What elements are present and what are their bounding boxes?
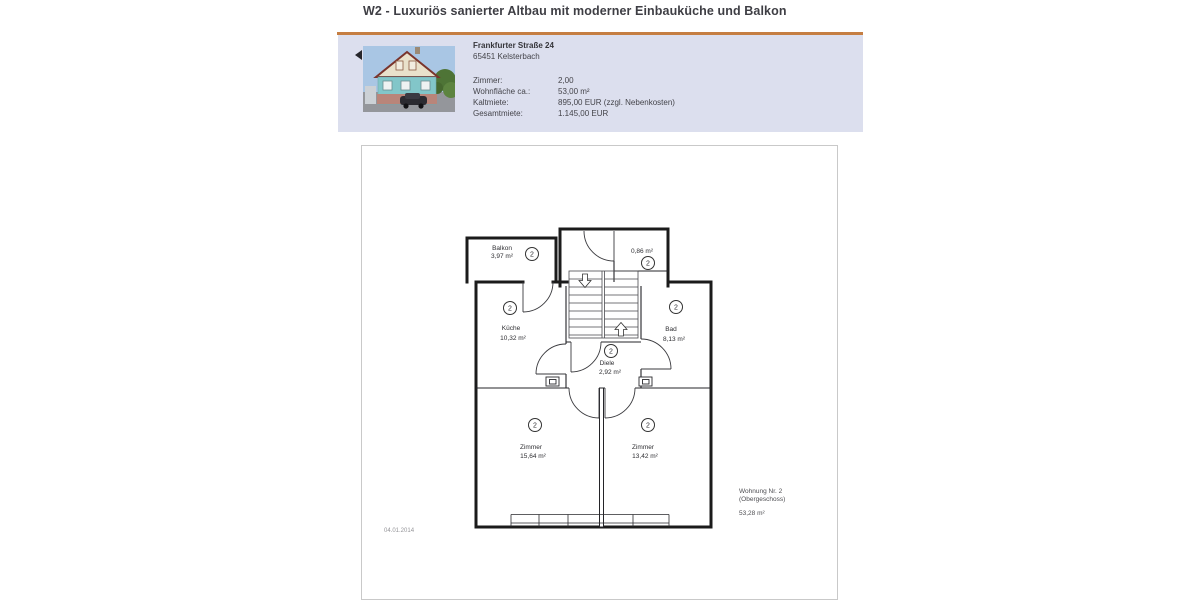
unit-number: 2 <box>508 305 512 313</box>
field-value: 895,00 EUR (zzgl. Nebenkosten) <box>558 98 675 107</box>
room-label-zimmer-1: Zimmer <box>519 444 543 451</box>
unit-badge <box>605 345 618 358</box>
plan-date: 04.01.2014 <box>384 528 415 534</box>
listing-panel <box>338 35 863 132</box>
field-label: Kaltmiete: <box>473 98 509 107</box>
room-area-kueche: 10,32 m² <box>500 335 526 342</box>
window-band <box>511 515 669 528</box>
room-label-balkon: Balkon <box>492 245 512 252</box>
field-value: 53,00 m² <box>558 87 590 96</box>
field-value: 2,00 <box>558 76 574 85</box>
unit-number: 2 <box>646 422 650 430</box>
listing-address-street: Frankfurter Straße 24 <box>473 41 554 50</box>
listing-field-wohnflaeche <box>338 87 863 98</box>
room-area-bad: 8,13 m² <box>662 336 686 343</box>
room-label-zimmer-2: Zimmer <box>631 444 655 451</box>
outer-walls <box>467 229 711 527</box>
unit-badge <box>529 419 542 432</box>
unit-number: 2 <box>533 422 537 430</box>
chimney-blocks <box>546 377 652 386</box>
room-area-diele: 2,92 m² <box>598 369 622 376</box>
listing-address-city: 65451 Kelsterbach <box>473 52 540 61</box>
summary-line-1: Wohnung Nr. 2 <box>739 488 783 495</box>
room-area-vorraum: 0,86 m² <box>630 248 654 255</box>
floorplan-drawing <box>362 146 837 599</box>
room-label-bad: Bad <box>665 326 677 333</box>
listing-field-zimmer <box>338 76 863 87</box>
room-area-balkon: 3,97 m² <box>490 253 514 260</box>
listing-field-kaltmiete <box>338 98 863 109</box>
unit-badge <box>504 302 517 315</box>
unit-number: 2 <box>674 304 678 312</box>
apartment-summary <box>739 488 829 518</box>
room-area-zimmer-1: 15,64 m² <box>520 453 546 460</box>
floorplan-page <box>361 145 838 600</box>
room-label-diele: Diele <box>599 360 615 367</box>
field-value: 1.145,00 EUR <box>558 109 609 118</box>
page-title: W2 - Luxuriös sanierter Altbau mit moderner Einbauküche und Balkon <box>363 4 787 18</box>
unit-badge <box>670 301 683 314</box>
room-labels <box>491 245 686 460</box>
unit-badge <box>526 248 539 261</box>
summary-line-2: (Obergeschoss) <box>739 496 786 503</box>
room-label-kueche: Küche <box>501 325 521 332</box>
listing-field-gesamtmiete <box>338 109 863 120</box>
unit-badge <box>642 419 655 432</box>
partition-wall <box>600 388 604 527</box>
field-label: Zimmer: <box>473 76 503 85</box>
field-label: Wohnfläche ca.: <box>473 87 531 96</box>
unit-number: 2 <box>530 251 534 259</box>
unit-number: 2 <box>609 348 613 356</box>
unit-badge <box>642 257 655 270</box>
room-area-zimmer-2: 13,42 m² <box>632 453 658 460</box>
unit-number: 2 <box>646 260 650 268</box>
summary-area: 53,28 m² <box>739 510 765 517</box>
field-label: Gesamtmiete: <box>473 109 523 118</box>
photo-edge-marker <box>355 50 362 60</box>
